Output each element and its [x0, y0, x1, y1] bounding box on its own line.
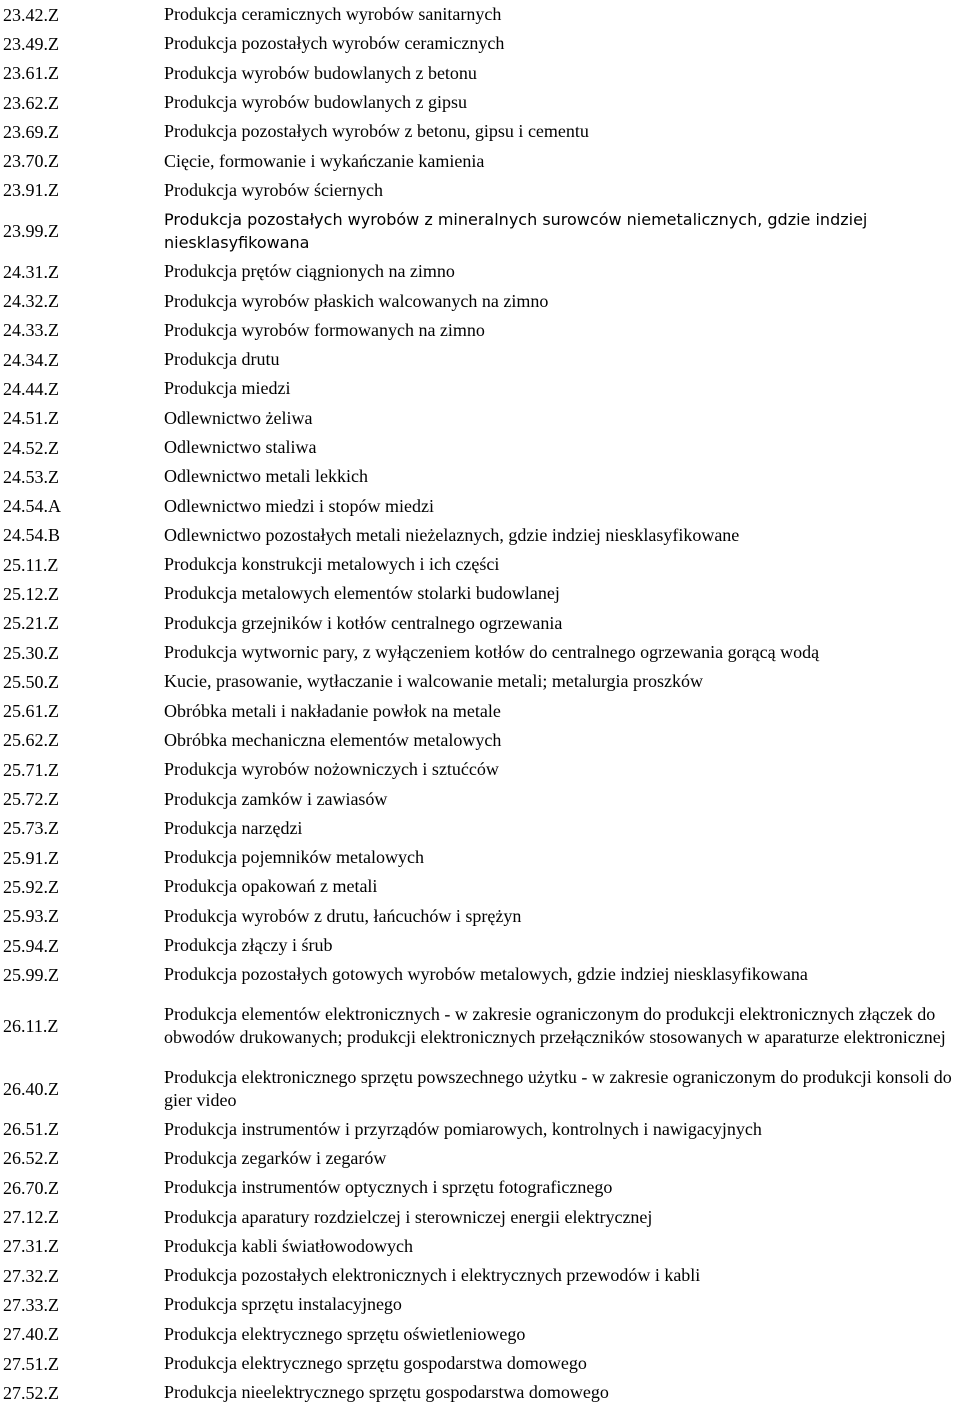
table-row: [0, 1063, 960, 1115]
pkd-code: 25.11.Z: [3, 554, 59, 575]
pkd-code: 24.44.Z: [3, 378, 59, 399]
pkd-code: 23.69.Z: [3, 121, 59, 142]
pkd-description: Produkcja zegarków i zegarów: [164, 1147, 387, 1168]
pkd-code: 24.52.Z: [3, 437, 59, 458]
table-row: [0, 257, 960, 286]
pkd-description: Obróbka mechaniczna elementów metalowych: [164, 729, 502, 750]
pkd-code: 24.54.B: [3, 525, 61, 546]
pkd-code: 24.31.Z: [3, 261, 59, 282]
table-row: [0, 872, 960, 901]
table-row: [0, 146, 960, 175]
pkd-description: Produkcja wyrobów budowlanych z gipsu: [164, 92, 467, 113]
pkd-description: Produkcja elektrycznego sprzętu oświetleniowego: [164, 1323, 526, 1344]
pkd-description: Obróbka metali i nakładanie powłok na metale: [164, 700, 501, 721]
pkd-code: 27.52.Z: [3, 1382, 59, 1403]
pkd-code: 23.70.Z: [3, 151, 59, 172]
table-row: [0, 990, 960, 1063]
pkd-code: 23.99.Z: [3, 221, 59, 242]
pkd-description: Produkcja ceramicznych wyrobów sanitarnych: [164, 4, 502, 25]
pkd-code: 25.72.Z: [3, 789, 59, 810]
pkd-code: 24.32.Z: [3, 291, 59, 312]
pkd-code: 25.21.Z: [3, 613, 59, 634]
pkd-description: Produkcja miedzi: [164, 378, 291, 399]
pkd-description: Produkcja grzejników i kotłów centralnego ogrzewania: [164, 612, 563, 633]
table-row: [0, 0, 960, 29]
pkd-description: Produkcja wyrobów płaskich walcowanych na zimno: [164, 290, 549, 311]
pkd-code: 23.61.Z: [3, 63, 59, 84]
table-row: [0, 960, 960, 989]
table-row: [0, 638, 960, 667]
pkd-code: 27.12.Z: [3, 1207, 59, 1228]
table-row: [0, 345, 960, 374]
pkd-code: 27.32.Z: [3, 1265, 59, 1286]
pkd-description: Produkcja pozostałych wyrobów z mineralnych surowców niemetalicznych, gdzie indziej niesklasyfikowana: [164, 210, 868, 253]
table-row: [0, 579, 960, 608]
pkd-description: Odlewnictwo miedzi i stopów miedzi: [164, 495, 434, 516]
table-row: [0, 117, 960, 146]
pkd-description: Produkcja złączy i śrub: [164, 935, 333, 956]
pkd-code: 24.34.Z: [3, 349, 59, 370]
table-row: [0, 697, 960, 726]
pkd-description: Produkcja opakowań z metali: [164, 876, 378, 897]
table-row: [0, 667, 960, 696]
pkd-code: 25.91.Z: [3, 847, 59, 868]
pkd-description: Produkcja pozostałych gotowych wyrobów metalowych, gdzie indziej niesklasyfikowana: [164, 964, 808, 985]
pkd-code: 26.11.Z: [3, 1016, 59, 1036]
table-row: [0, 1115, 960, 1144]
pkd-description: Produkcja drutu: [164, 349, 280, 370]
table-row: [0, 1378, 960, 1407]
pkd-description: Odlewnictwo żeliwa: [164, 407, 313, 428]
pkd-description: Kucie, prasowanie, wytłaczanie i walcowanie metali; metalurgia proszków: [164, 671, 703, 692]
pkd-description: Produkcja elektronicznego sprzętu powszechnego użytku - w zakresie ograniczonym do produkcji konsoli do gier video: [164, 1066, 952, 1110]
table-row: [0, 433, 960, 462]
table-row: [0, 1320, 960, 1349]
pkd-code: 24.54.A: [3, 496, 61, 517]
pkd-description: Produkcja instrumentów i przyrządów pomiarowych, kontrolnych i nawigacyjnych: [164, 1118, 762, 1139]
pkd-description: Produkcja wyrobów z drutu, łańcuchów i sprężyn: [164, 905, 522, 926]
table-row: [0, 931, 960, 960]
table-row: [0, 755, 960, 784]
pkd-code: 27.31.Z: [3, 1236, 59, 1257]
table-row: [0, 784, 960, 813]
pkd-description: Produkcja konstrukcji metalowych i ich części: [164, 554, 500, 575]
pkd-description: Produkcja pojemników metalowych: [164, 847, 424, 868]
table-row: [0, 316, 960, 345]
table-row: [0, 902, 960, 931]
pkd-code: 23.49.Z: [3, 33, 59, 54]
pkd-description: Produkcja zamków i zawiasów: [164, 788, 388, 809]
pkd-code: 26.40.Z: [3, 1078, 59, 1099]
table-row: [0, 404, 960, 433]
table-row: [0, 1232, 960, 1261]
pkd-code: 25.73.Z: [3, 818, 59, 839]
pkd-code: 27.33.Z: [3, 1294, 59, 1315]
pkd-code: 25.61.Z: [3, 701, 59, 722]
table-row: [0, 1144, 960, 1173]
pkd-code: 25.99.Z: [3, 964, 59, 985]
table-row: [0, 1261, 960, 1290]
table-row: [0, 521, 960, 550]
pkd-code: 25.71.Z: [3, 759, 59, 780]
table-row: [0, 176, 960, 205]
pkd-code: 23.62.Z: [3, 92, 59, 113]
pkd-description: Odlewnictwo pozostałych metali nieżelaznych, gdzie indziej niesklasyfikowane: [164, 524, 740, 545]
pkd-description: Produkcja wytwornic pary, z wyłączeniem kotłów do centralnego ogrzewania gorącą wodą: [164, 642, 820, 663]
pkd-code: 24.53.Z: [3, 466, 59, 487]
pkd-code: 25.93.Z: [3, 906, 59, 927]
table-row: [0, 374, 960, 403]
pkd-code: 23.42.Z: [3, 4, 59, 25]
pkd-description: Produkcja pozostałych elektronicznych i elektrycznych przewodów i kabli: [164, 1265, 701, 1286]
pkd-description: Produkcja wyrobów nożowniczych i sztućców: [164, 759, 499, 780]
pkd-description: Produkcja elektrycznego sprzętu gospodarstwa domowego: [164, 1353, 587, 1374]
pkd-description: Produkcja metalowych elementów stolarki budowlanej: [164, 583, 560, 604]
pkd-description: Produkcja sprzętu instalacyjnego: [164, 1294, 402, 1315]
pkd-code: 25.12.Z: [3, 583, 59, 604]
pkd-description: Produkcja nieelektrycznego sprzętu gospodarstwa domowego: [164, 1382, 609, 1403]
pkd-description: Produkcja kabli światłowodowych: [164, 1235, 413, 1256]
table-row: [0, 609, 960, 638]
pkd-description: Produkcja elementów elektronicznych - w zakresie ograniczonym do produkcji elektronicznych złączek do obwodów drukowanych; produkcji elektronicznych przełączników stosowanych w aparaturze elektronicznej: [164, 1004, 946, 1047]
table-row: [0, 29, 960, 58]
pkd-code: 23.91.Z: [3, 180, 59, 201]
table-row: [0, 1349, 960, 1378]
pkd-code: 27.51.Z: [3, 1353, 59, 1374]
pkd-description: Produkcja aparatury rozdzielczej i sterowniczej energii elektrycznej: [164, 1206, 653, 1227]
table-row: [0, 726, 960, 755]
pkd-description: Produkcja narzędzi: [164, 817, 303, 838]
pkd-code: 25.30.Z: [3, 642, 59, 663]
pkd-code: 25.94.Z: [3, 935, 59, 956]
pkd-code: 25.92.Z: [3, 876, 59, 897]
table-row: [0, 1202, 960, 1231]
pkd-code: 26.70.Z: [3, 1177, 59, 1198]
pkd-code: 25.62.Z: [3, 730, 59, 751]
pkd-description: Produkcja wyrobów budowlanych z betonu: [164, 62, 477, 83]
table-row: [0, 1173, 960, 1202]
table-row: [0, 462, 960, 491]
pkd-code: 24.33.Z: [3, 320, 59, 341]
table-row: [0, 286, 960, 315]
pkd-code: 26.51.Z: [3, 1119, 59, 1140]
pkd-description: Odlewnictwo staliwa: [164, 437, 317, 457]
table-row: [0, 205, 960, 257]
pkd-description: Produkcja pozostałych wyrobów ceramicznych: [164, 33, 505, 54]
pkd-description: Produkcja pozostałych wyrobów z betonu, gipsu i cementu: [164, 121, 589, 142]
pkd-description: Produkcja wyrobów formowanych na zimno: [164, 319, 485, 340]
pkd-code: 25.50.Z: [3, 671, 59, 692]
pkd-code: 24.51.Z: [3, 408, 59, 429]
pkd-code: 26.52.Z: [3, 1148, 59, 1169]
table-row: [0, 550, 960, 579]
table-row: [0, 1290, 960, 1319]
pkd-description: Produkcja wyrobów ściernych: [164, 179, 383, 200]
pkd-description: Produkcja prętów ciągnionych na zimno: [164, 261, 455, 282]
table-row: [0, 814, 960, 843]
pkd-description: Cięcie, formowanie i wykańczanie kamienia: [164, 150, 485, 171]
table-row: [0, 59, 960, 88]
pkd-description: Odlewnictwo metali lekkich: [164, 466, 368, 487]
pkd-code: 27.40.Z: [3, 1324, 59, 1345]
table-row: [0, 88, 960, 117]
table-row: [0, 491, 960, 520]
table-row: [0, 843, 960, 872]
pkd-description: Produkcja instrumentów optycznych i sprzętu fotograficznego: [164, 1177, 613, 1198]
